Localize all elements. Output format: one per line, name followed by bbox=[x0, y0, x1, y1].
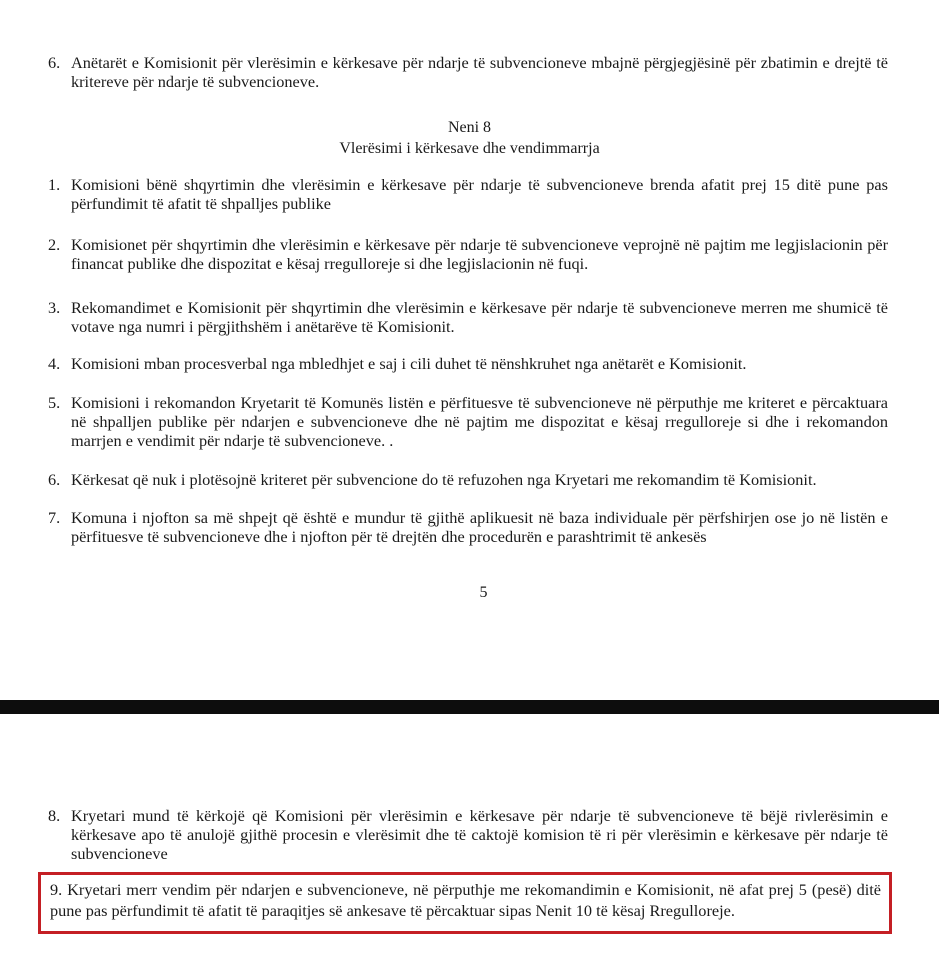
article-number: Neni 8 bbox=[447, 119, 492, 136]
list-item bbox=[48, 393, 888, 450]
item-number: 4. bbox=[48, 354, 61, 373]
list-item bbox=[48, 175, 888, 213]
list-item bbox=[48, 298, 888, 336]
item-text: Komisioni i rekomandon Kryetarit të Komunës listën e përfituesve të subvencioneve në përputhje me kriteret e përcaktuara në shpalljen publike për ndarjen e subvencioneve dhe në pajtim me dispozitat e kësaj rregulloreje si dhe i rekomandon marrjen e vendimit për ndarje të subvencioneve. . bbox=[71, 393, 888, 450]
page-separator bbox=[0, 700, 939, 714]
item-number: 2. bbox=[48, 235, 61, 254]
item-text: Anëtarët e Komisionit për vlerësimin e kërkesave për ndarje të subvencioneve mbajnë përgjegjësinë për zbatimin e drejtë të kritereve për ndarje të subvencioneve. bbox=[71, 53, 888, 91]
item-number: 6. bbox=[48, 470, 61, 489]
item-number: 7. bbox=[48, 508, 61, 527]
item-number: 6. bbox=[48, 53, 61, 72]
item-text: Komisioni mban procesverbal nga mbledhjet e saj i cili duhet të nënshkruhet nga anëtarët e Komisionit. bbox=[71, 354, 747, 373]
item-text: Kërkesat që nuk i plotësojnë kriteret për subvencione do të refuzohen nga Kryetari me rekomandim të Komisionit. bbox=[71, 470, 817, 489]
article-title: Vlerësimi i kërkesave dhe vendimmarrja bbox=[339, 140, 600, 157]
item-text: Komisionet për shqyrtimin dhe vlerësimin e kërkesave për ndarje të subvencioneve veprojnë në pajtim me legjislacionin për financat publike dhe dispozitat e kësaj rregulloreje si dhe legjislacionin në fuqi. bbox=[71, 235, 888, 273]
list-item-6-prev bbox=[48, 53, 888, 91]
list-item bbox=[48, 470, 888, 489]
item-text: Komisioni bënë shqyrtimin dhe vlerësimin e kërkesave për ndarje të subvencioneve brenda afatit prej 15 ditë pune pas përfundimit të afatit të shpalljes publike bbox=[71, 175, 888, 213]
item-text: Komuna i njofton sa më shpejt që është e mundur të gjithë aplikuesit në baza individuale për përfshirjen ose jo në listën e përfituesve të subvencioneve dhe i njofton për të drejtën dhe procedurën e parashtrimit të ankesës bbox=[71, 508, 888, 546]
page-number: 5 bbox=[479, 584, 488, 601]
item-text: Kryetari mund të kërkojë që Komisioni për vlerësimin e kërkesave për ndarje të subvencioneve të bëjë rivlerësimin e kërkesave apo të anulojë gjithë procesin e vlerësimit dhe të caktojë komision të ri për vlerësimin e kërkesave për ndarje të subvencioneve bbox=[71, 806, 888, 863]
item-text: Rekomandimet e Komisionit për shqyrtimin dhe vlerësimin e kërkesave për ndarje të subvencioneve merren me shumicë të votave nga numri i përgjithshëm i anëtarëve të Komisionit. bbox=[71, 298, 888, 336]
list-item bbox=[48, 508, 888, 546]
item-number: 8. bbox=[48, 806, 61, 825]
item-number: 3. bbox=[48, 298, 61, 317]
item-number: 5. bbox=[48, 393, 61, 412]
list-item bbox=[48, 235, 888, 273]
item-number: 1. bbox=[48, 175, 61, 194]
highlighted-item-9: 9. Kryetari merr vendim për ndarjen e subvencioneve, në përputhje me rekomandimin e Komisionit, në afat prej 5 (pesë) ditë pune pas përfundimit të afatit të paraqitjes së ankesave të përcaktuar sipas Nenit 10 të kësaj Rregulloreje. bbox=[50, 880, 881, 920]
list-item-8 bbox=[48, 806, 888, 863]
list-item bbox=[48, 354, 888, 373]
